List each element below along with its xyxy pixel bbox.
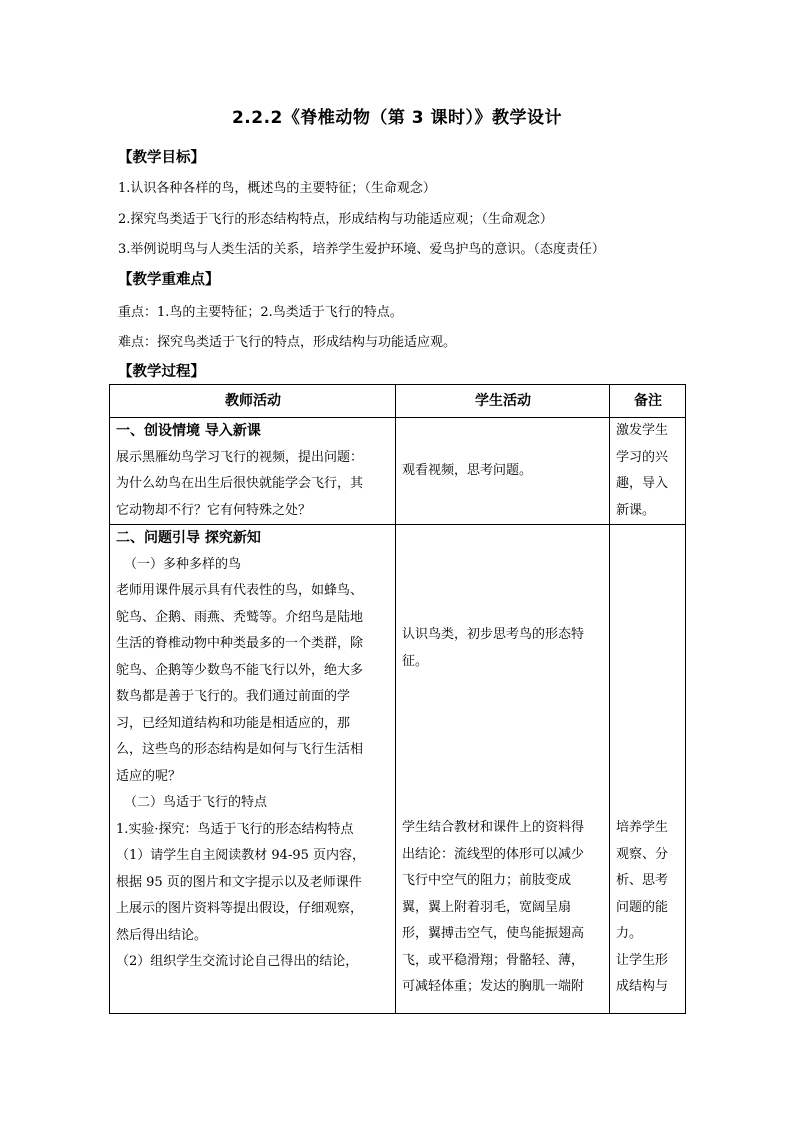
section-title: 一、创设情境 导入新课 bbox=[116, 423, 261, 439]
teacher-line: 鸵鸟、企鹅等少数鸟不能飞行以外，绝大多 bbox=[116, 662, 364, 678]
objective-item-2: 2.探究鸟类适于飞行的形态结构特点，形成结构与功能适应观；（生命观念） bbox=[118, 212, 553, 227]
student-line: 认识鸟类，初步思考鸟的形态特 bbox=[402, 627, 585, 642]
teacher-line: 为什么幼鸟在出生后很快就能学会飞行，其 bbox=[116, 476, 364, 491]
student-line: 飞，或平稳滑翔；骨骼轻、薄， bbox=[402, 952, 585, 968]
key-point-difficulty: 难点：探究鸟类适于飞行的特点，形成结构与功能适应观。 bbox=[118, 335, 457, 350]
student-line: 征。 bbox=[402, 653, 429, 669]
note-line: 激发学生 bbox=[616, 423, 669, 438]
table-row bbox=[110, 418, 686, 525]
teacher-line: 生活的脊椎动物中种类最多的一个类群，除 bbox=[116, 636, 364, 651]
teacher-line: （2）组织学生交流讨论自己得出的结论， bbox=[116, 954, 359, 969]
student-line: 形，翼搏击空气，使鸟能振翅高 bbox=[402, 926, 585, 941]
objectives-heading: 【教学目标】 bbox=[118, 150, 205, 166]
teacher-line: （1）请学生自主阅读教材 94-95 页内容， bbox=[116, 848, 366, 863]
teacher-activity-cell bbox=[110, 418, 396, 525]
student-block bbox=[402, 622, 604, 675]
teacher-line: 根据 95 页的图片和文字提示以及老师课件 bbox=[116, 874, 362, 890]
student-activity-cell bbox=[396, 418, 610, 525]
notes-cell bbox=[610, 418, 686, 525]
objective-item-3: 3.举例说明鸟与人类生活的关系，培养学生爱护环境、爱鸟护鸟的意识。（态度责任） bbox=[118, 242, 605, 257]
teacher-line: 适应的呢？ bbox=[116, 768, 182, 784]
teacher-line: 1.实验·探究：鸟适于飞行的形态结构特点 bbox=[116, 821, 354, 837]
note-line: 问题的能 bbox=[616, 899, 669, 915]
note-line: 培养学生 bbox=[616, 820, 669, 835]
note-line: 学习的兴 bbox=[616, 449, 669, 465]
process-table bbox=[109, 384, 686, 1014]
teacher-line: 老师用课件展示具有代表性的鸟，如蜂鸟、 bbox=[116, 583, 364, 598]
subsection-title: （一）多种多样的鸟 bbox=[124, 556, 242, 572]
note-line: 让学生形 bbox=[616, 952, 669, 968]
note-line: 趣，导入 bbox=[616, 476, 669, 491]
column-header-teacher: 教师活动 bbox=[110, 385, 396, 418]
teacher-line: 鸵鸟、企鹅、雨燕、秃鹫等。介绍鸟是陆地 bbox=[116, 609, 364, 625]
page-title: 2.2.2《脊椎动物（第 3 课时）》教学设计 bbox=[231, 108, 563, 128]
note-line: 成结构与 bbox=[616, 979, 669, 994]
teacher-line: 它动物却不行？它有何特殊之处？ bbox=[116, 502, 312, 518]
note-line: 析、思考 bbox=[616, 873, 669, 888]
student-line: 飞行中空气的阻力；前肢变成 bbox=[402, 873, 572, 888]
section-title: 二、问题引导 探究新知 bbox=[116, 530, 261, 546]
teacher-line: 然后得出结论。 bbox=[116, 927, 208, 943]
note-line: 力。 bbox=[616, 926, 643, 941]
teacher-activity-cell bbox=[110, 525, 396, 1014]
column-header-student: 学生活动 bbox=[396, 385, 610, 418]
key-point-focus: 重点：1.鸟的主要特征；2.鸟类适于飞行的特点。 bbox=[118, 305, 403, 320]
student-line: 翼，翼上附着羽毛，宽阔呈扇 bbox=[402, 899, 572, 915]
teacher-line: 数鸟都是善于飞行的。我们通过前面的学 bbox=[116, 689, 351, 704]
student-block bbox=[402, 815, 604, 1001]
notes-cell bbox=[610, 525, 686, 1014]
subsection-title: （二）鸟适于飞行的特点 bbox=[124, 795, 268, 810]
note-line: 观察、分 bbox=[616, 846, 669, 862]
teacher-line: 上展示的图片资料等提出假设，仔细观察， bbox=[116, 901, 364, 916]
teacher-line: 么，这些鸟的形态结构是如何与飞行生活相 bbox=[116, 742, 364, 757]
note-line: 新课。 bbox=[616, 502, 656, 518]
student-line: 出结论：流线型的体形可以减少 bbox=[402, 846, 585, 862]
table-row bbox=[110, 525, 686, 1014]
key-points-heading: 【教学重难点】 bbox=[118, 272, 220, 288]
teacher-line: 习，已经知道结构和功能是相适应的，那 bbox=[116, 715, 351, 731]
student-line: 可减轻体重；发达的胸肌一端附 bbox=[402, 979, 585, 994]
student-activity-cell bbox=[396, 525, 610, 1014]
notes-block bbox=[616, 815, 680, 1001]
student-line: 学生结合教材和课件上的资料得 bbox=[402, 820, 585, 835]
table-header-row bbox=[110, 385, 686, 418]
teacher-line: 展示黑雁幼鸟学习飞行的视频，提出问题： bbox=[116, 449, 364, 465]
column-header-notes: 备注 bbox=[610, 385, 686, 418]
process-heading: 【教学过程】 bbox=[118, 364, 205, 380]
student-line: 观看视频，思考问题。 bbox=[402, 462, 533, 478]
objective-item-1: 1.认识各种各样的鸟，概述鸟的主要特征；（生命观念） bbox=[118, 181, 436, 196]
